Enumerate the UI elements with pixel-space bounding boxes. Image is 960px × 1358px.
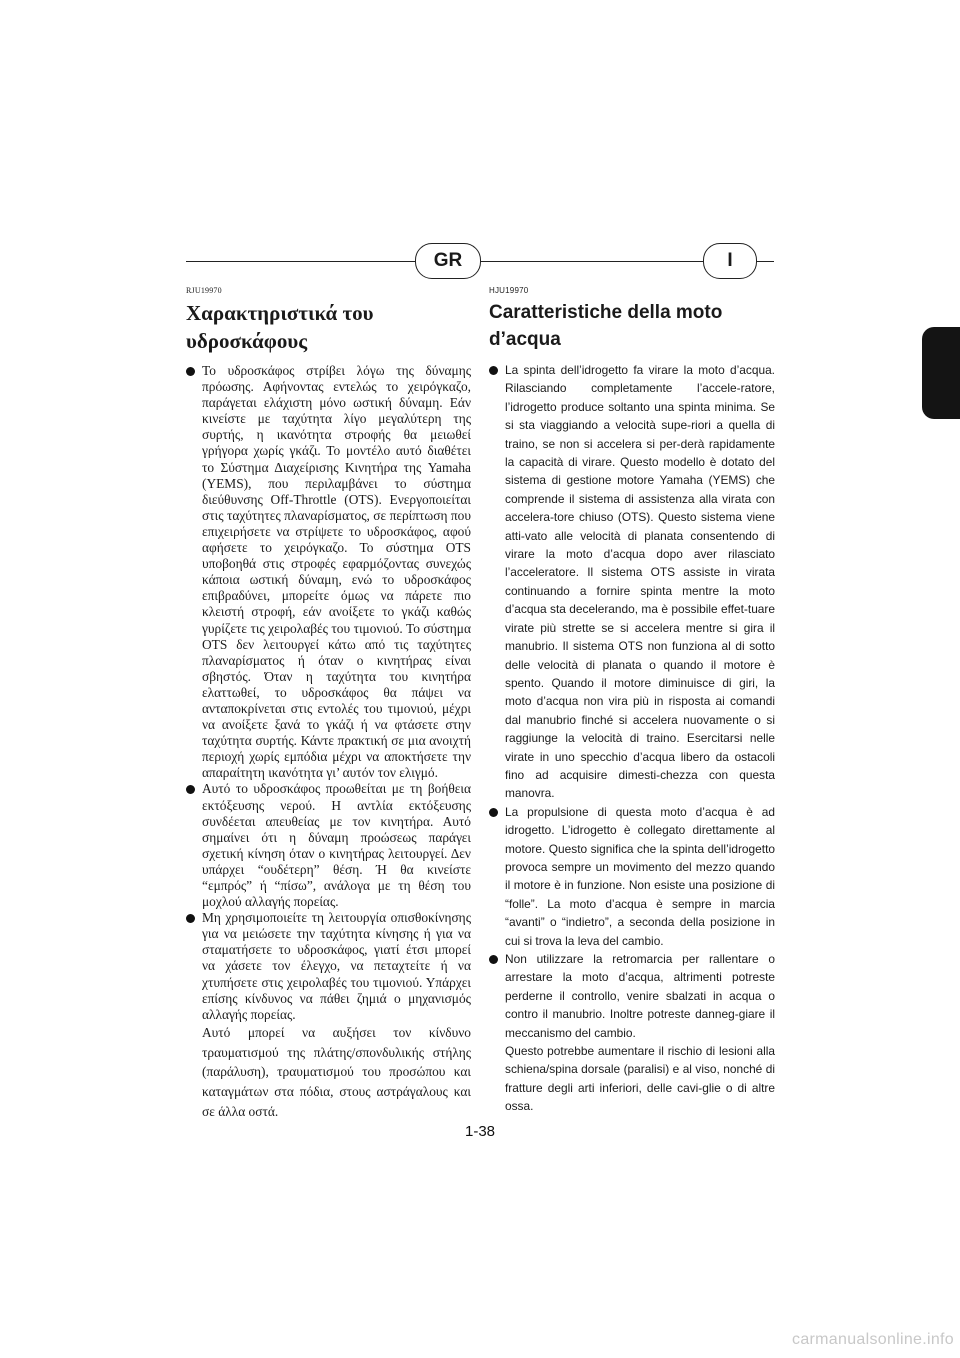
greek-bullet-3-text: Μη χρησιμοποιείτε τη λειτουργία οπισθοκίνησης για να μειώσετε την ταχύτητα κίνησης ή για να σταματήσετε το υδροσκάφος, γιατί έτσι μπορεί να χάσετε τον έλεγχο, να πεταχτείτε ή να χτυπήσετε στις χειρολαβές του τιμονιού. Υπάρχει επίσης κίνδυνος να πάθει ζημιά ο μηχανισμός αλλαγής πορείας. [202,910,471,1022]
greek-bullet-2 [186,781,471,910]
section-title-italian-line2: d’acqua [489,329,561,350]
italian-continuation: Questo potrebbe aumentare il rischio di lesioni alla schiena/spina dorsale (paralisi) e al viso, nonché di fratture degli arti inferiori, delle cavi-glie o di altre ossa. [505,1044,775,1114]
greek-bullet-1 [186,363,471,781]
italian-bullet-3 [489,950,775,1042]
bullet-icon [489,366,498,375]
italian-bullet-3-text: Non utilizzare la retromarcia per rallentare o arrestare la moto d’acqua, altrimenti potreste perderne il controllo, venire sbalzati in acqua o contro il manubrio. Inoltre potreste danneg-giare il meccanismo del cambio. [505,952,775,1040]
bullet-icon [489,955,498,964]
section-title-italian [489,299,775,353]
page-number: 1-38 [464,1123,496,1140]
language-badge-italian: I [703,243,757,279]
greek-bullet-1-text: Το υδροσκάφος στρίβει λόγω της δύναμης πρόωσης. Αφήνοντας εντελώς το χειρόγκαζο, παράγεται ελάχιστη μόνο ωστική δύναμη. Εάν κινείστε με ταχύτητα λίγο μεγαλύτερη της συρτής, η ικανότητα στροφής θα μειωθεί γρήγορα χωρίς γκάζι. Το μοντέλο αυτό διαθέτει το Σύστημα Διαχείρισης Κινητήρα της Yamaha (YEMS), που περιλαμβάνει το σύστημα διεύθυνσης Off-Throttle (OTS). Ενεργοποιείται στις ταχύτητες πλαναρίσματος, σε περίπτωση που επιχειρήσετε να στρίψετε το υδροσκάφος, αφού αφήσετε το χειρόγκαζο. Το σύστημα OTS υποβοηθά στις στροφές εφαρμόζοντας συνεχώς κάποια ωστική δύναμη, ενώ το υδροσκάφος επιβραδύνει, μπορείτε όμως να πάρετε πιο κλειστή στροφή, εάν ανοίξετε το γκάζι καθώς γυρίζετε τις χειρολαβές του τιμονιού. Το σύστημα OTS δεν λειτουργεί κάτω από τις ταχύτητες πλαναρίσματος ή όταν ο κινητήρας είναι σβηστός. Όταν η ταχύτητα του κινητήρα ελαττωθεί, το υδροσκάφος θα πάψει να ανταποκρίνεται στις εντολές του τιμονιού, μέχρι να ανοίξετε ξανά το γκάζι ή να φτάσετε στην ταχύτητα συρτής. Κάντε πρακτική σε μια ανοιχτή περιοχή χωρίς εμπόδια μέχρι να αποκτήσετε την απαραίτητη ικανότητα γι’ αυτόν τον ελιγμό. [202,363,471,781]
section-thumb-tab [922,327,960,419]
greek-continuation: Αυτό μπορεί να αυξήσει τον κίνδυνο τραυματισμού της πλάτης/σπονδυλικής στήλης (παράλυση), τραυματισμού του προσώπου και καταγμάτων στα πόδια, στους αστράγαλους και σε άλλα οστά. [202,1024,471,1120]
greek-column [186,286,471,1122]
section-code-greek: RJU19970 [186,286,222,295]
section-title-greek-line1: Χαρακτηριστικά του [186,301,374,325]
section-title-greek [186,299,471,355]
italian-bullet-2 [489,803,775,950]
italian-bullet-1 [489,361,775,803]
greek-bullet-2-text: Αυτό το υδροσκάφος προωθείται με τη βοήθεια εκτόξευσης νερού. Η αντλία εκτόξευσης συνδέεται απευθείας με τον κινητήρα. Αυτό σημαίνει ότι η δύναμη προώσεως παράγει σχετική κίνηση όταν ο κινητήρας λειτουργεί. Δεν υπάρχει “ουδέτερη” θέση. Ή θα κινείστε “εμπρός” ή “πίσω”, ανάλογα με τη θέση του μοχλού αλλαγής πορείας. [202,781,471,910]
bullet-icon [186,914,195,923]
section-title-greek-line2: υδροσκάφους [186,329,308,353]
watermark: carmanualsonline.info [792,1331,954,1348]
section-code-italian: HJU19970 [489,286,529,295]
section-title-italian-line1: Caratteristiche della moto [489,302,723,323]
bullet-icon [489,808,498,817]
language-badge-greek: GR [415,243,481,279]
italian-bullet-2-text: La propulsione di questa moto d’acqua è ad idrogetto. L’idrogetto è collegato direttamente al motore. Questo significa che la spinta dell’idrogetto provoca sempre un movimento del mezzo quando il motore è in funzione. Non esiste una posizione di “folle”. La moto d’acqua è sempre in marcia “avanti” o “indietro”, a seconda della posizione in cui si trova la leva del cambio. [505,804,775,948]
italian-column [489,286,775,1116]
greek-bullet-3 [186,910,471,1023]
italian-bullet-1-text: La spinta dell’idrogetto fa virare la moto d’acqua. Rilasciando completamente l’accele-ratore, l’idrogetto produce soltanto una spinta minima. Se si sta viaggiando a velocità supe-riori a quella di traino, se non si accelera si per-derà rapidamente la capacità di virare. Questo modello è dotato del sistema di gestione motore Yamaha (YEMS) che comprende il sistema di assistenza alla virata con accelera-tore chiuso (OTS). Questo sistema viene atti-vato alle velocità di planata consentendo di virare la moto d’acqua dopo aver rilasciato l’acceleratore. Il sistema OTS assiste in virata continuando a fornire spinta mentre la moto d’acqua sta decelerando, ma è possibile effet-tuare virate più strette se si accelera mentre si gira il manubrio. Il sistema OTS non funziona al di sotto delle velocità di planata o quando il motore è spento. Quando il motore diminuisce di giri, la moto d’acqua non vira più in risposta ai comandi dal manubrio finché si accelera nuovamente o si raggiunge la velocità di traino. Esercitarsi nelle virate in uno specchio d’acqua libero da ostacoli fino ad acquisire dimesti-chezza con questa manovra. [505,363,775,801]
bullet-icon [186,785,195,794]
bullet-icon [186,367,195,376]
